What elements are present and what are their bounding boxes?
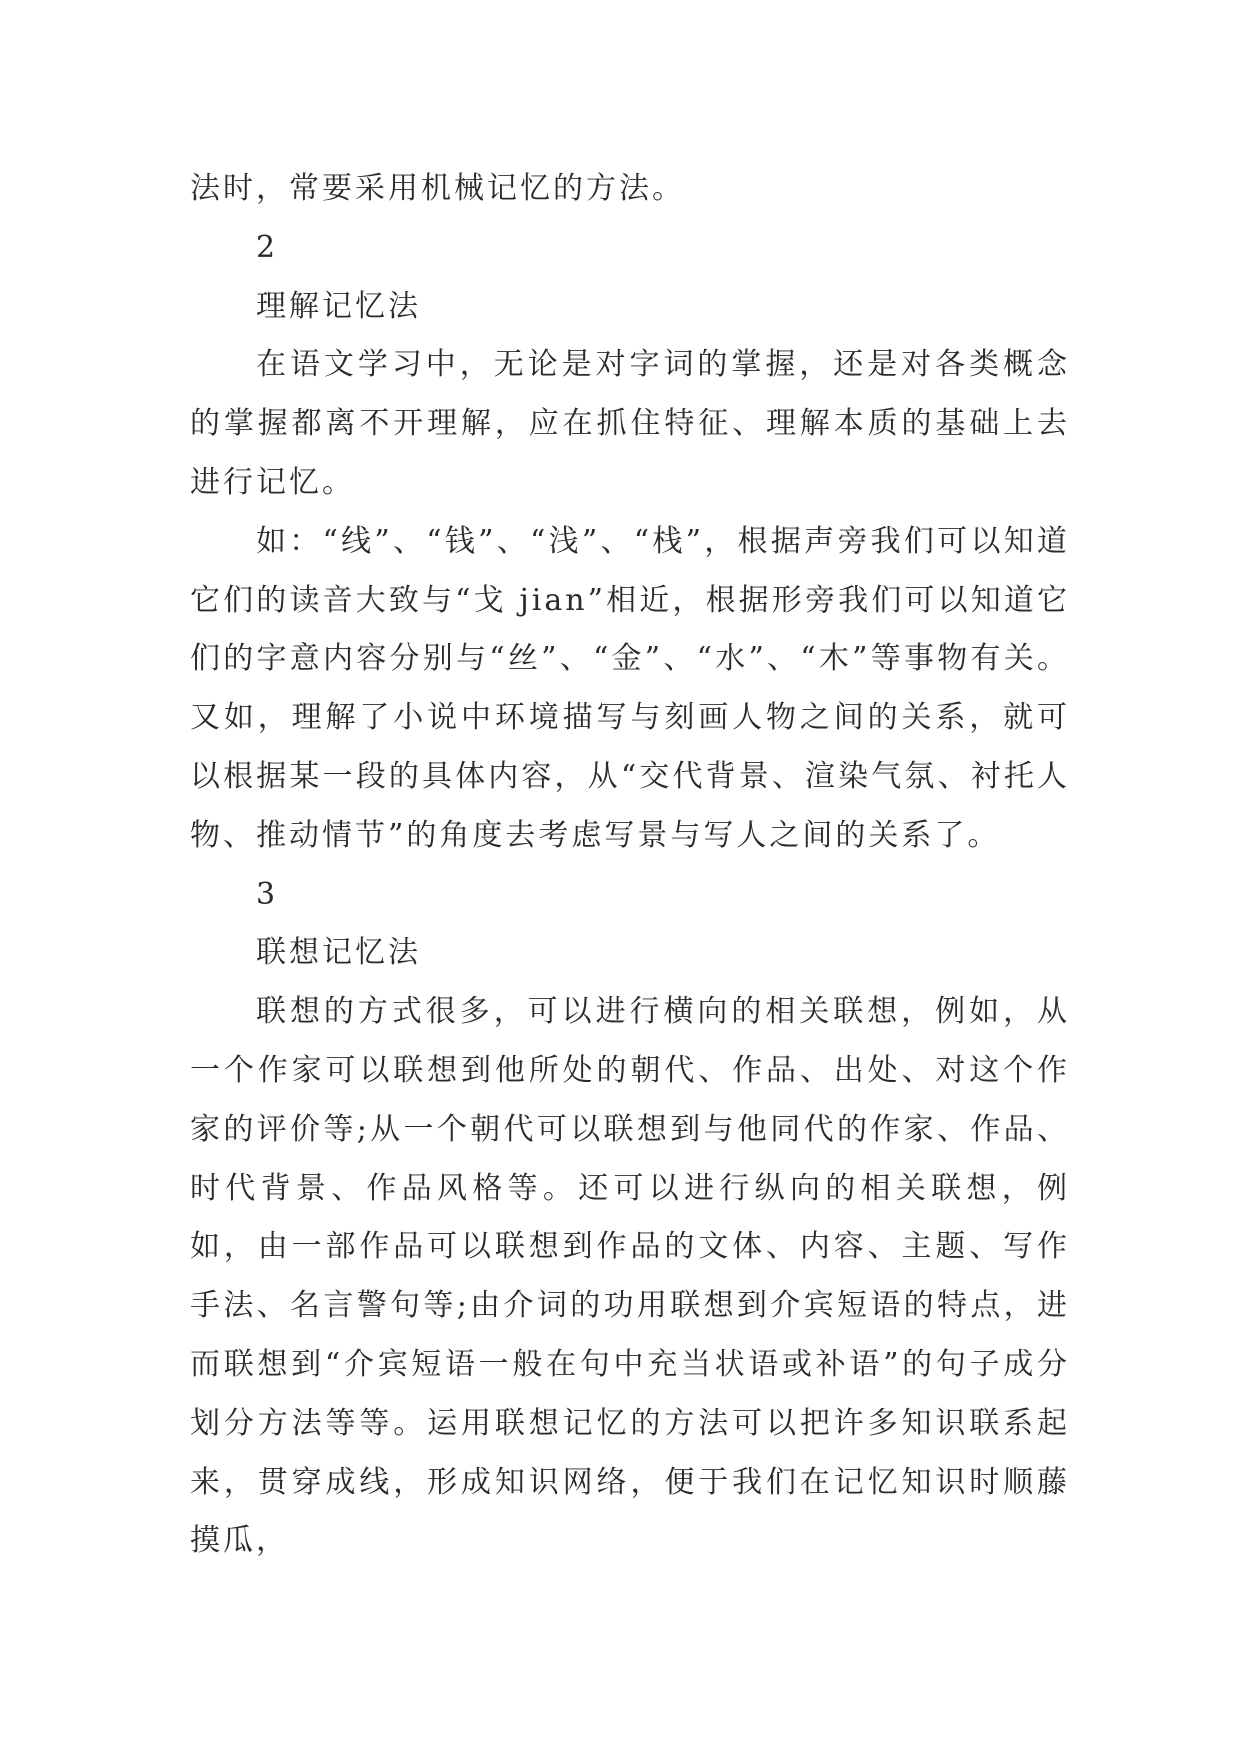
paragraph-understanding-example: 如：“线”、“钱”、“浅”、“栈”，根据声旁我们可以知道它们的读音大致与“戈 jian”相近，根据形旁我们可以知道它们的字意内容分别与“丝”、“金”、“水”、“木”等事物有关。又如，理解了小说中环境描写与刻画人物之间的关系，就可以根据某一段的具体内容，从“交代背景、渲染气氛、衬托人物、推动情节”的角度去考虑写景与写人之间的关系了。: [190, 523, 1070, 853]
section-number-2: 2: [256, 229, 279, 265]
document-body: [190, 160, 1070, 1571]
section-number-3: 3: [256, 876, 279, 912]
paragraph-continuation: 法时，常要采用机械记忆的方法。: [190, 171, 685, 206]
section-heading-understanding-memory: 理解记忆法: [256, 288, 421, 324]
paragraph-understanding-intro: 在语文学习中，无论是对字词的掌握，还是对各类概念的掌握都离不开理解，应在抓住特征、理解本质的基础上去进行记忆。: [190, 347, 1070, 500]
paragraph-association-body: 联想的方式很多，可以进行横向的相关联想，例如，从一个作家可以联想到他所处的朝代、作品、出处、对这个作家的评价等;从一个朝代可以联想到与他同代的作家、作品、时代背景、作品风格等。还可以进行纵向的相关联想，例如，由一部作品可以联想到作品的文体、内容、主题、写作手法、名言警句等;由介词的功用联想到介宾短语的特点，进而联想到“介宾短语一般在句中充当状语或补语”的句子成分划分方法等等。运用联想记忆的方法可以把许多知识联系起来，贯穿成线，形成知识网络，便于我们在记忆知识时顺藤摸瓜，: [190, 994, 1070, 1559]
section-heading-association-memory: 联想记忆法: [256, 935, 421, 971]
